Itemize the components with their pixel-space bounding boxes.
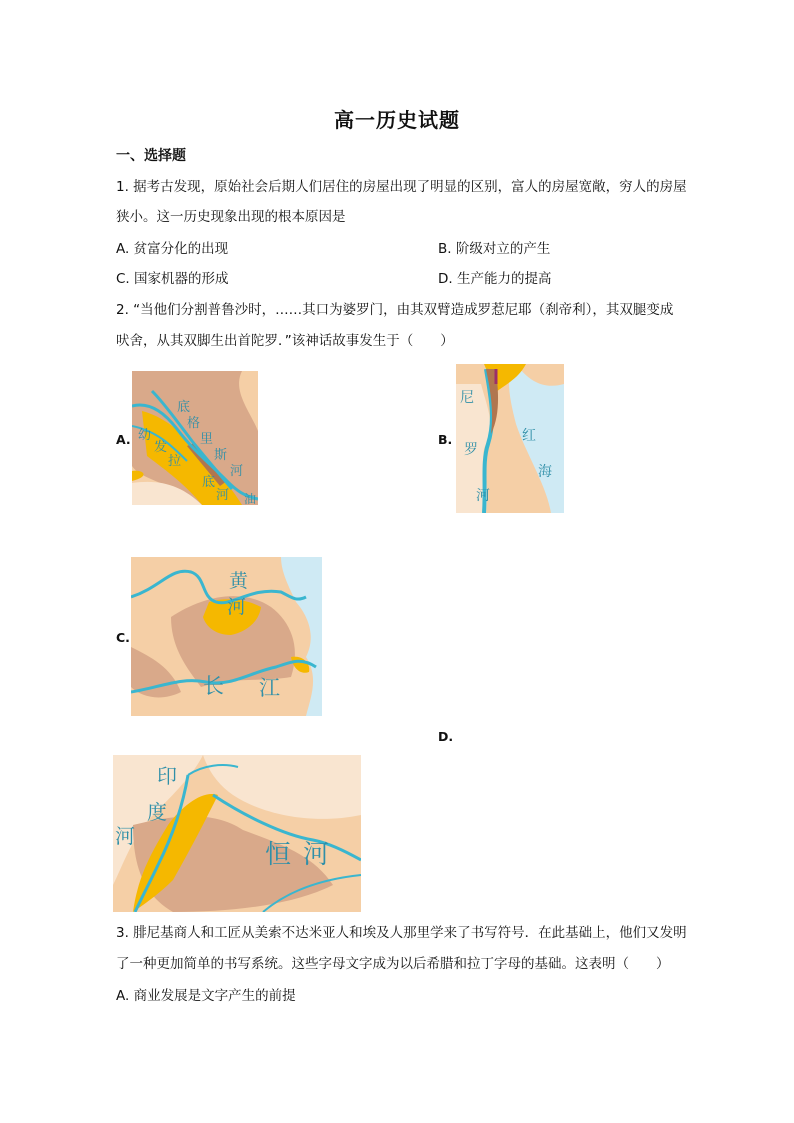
map-label: 河 xyxy=(303,840,330,870)
map-label: 底 xyxy=(177,400,191,415)
map-label: 发 xyxy=(154,440,168,455)
map-india xyxy=(113,755,361,912)
map-label: 红 xyxy=(522,428,536,444)
section-heading: 一、选择题 xyxy=(116,148,186,164)
map-china xyxy=(131,557,322,716)
map-label: 长 xyxy=(203,674,224,698)
q1-option-c: C. 国家机器的形成 xyxy=(116,271,229,287)
q3-stem-line2: 了一种更加简单的书写系统。这些字母文字成为以后希腊和拉丁字母的基础。这表明（ ） xyxy=(116,956,670,972)
map-label: 河 xyxy=(230,464,244,479)
map-label: 度 xyxy=(147,800,167,824)
map-label: 河 xyxy=(476,488,490,504)
q2-label-b: B. xyxy=(438,432,453,447)
map-label: 江 xyxy=(259,676,280,700)
map-label: 海 xyxy=(538,464,552,480)
map-label: 拉 xyxy=(168,454,182,469)
q1-option-a: A. 贫富分化的出现 xyxy=(116,241,229,257)
q1-option-d: D. 生产能力的提高 xyxy=(438,271,552,287)
q2-label-d: D. xyxy=(438,729,454,744)
q3-option-a: A. 商业发展是文字产生的前提 xyxy=(116,988,296,1004)
map-label: 斯 xyxy=(214,448,228,463)
q1-option-b: B. 阶级对立的产生 xyxy=(438,241,551,257)
page-title: 高一历史试题 xyxy=(334,108,460,132)
q1-stem-line1: 1. 据考古发现，原始社会后期人们居住的房屋出现了明显的区别，富人的房屋宽敞，穷人的房屋 xyxy=(116,179,687,195)
map-label: 印 xyxy=(157,764,177,788)
map-nile xyxy=(456,364,564,513)
q1-stem-line2: 狭小。这一历史现象出现的根本原因是 xyxy=(116,209,346,225)
map-label: 底 xyxy=(202,475,216,490)
map-label: 恒 xyxy=(265,840,292,870)
map-label: 尼 xyxy=(460,390,474,406)
q3-stem-line1: 3. 腓尼基商人和工匠从美索不达米亚人和埃及人那里学来了书写符号．在此基础上，他们又发明 xyxy=(116,925,687,941)
map-label: 河 xyxy=(115,824,135,848)
q2-stem-line2: 吠舍，从其双脚生出首陀罗．”该神话故事发生于（ ） xyxy=(116,333,454,349)
map-label: 幼 xyxy=(138,428,152,443)
q2-stem-line1: 2. “当他们分割普鲁沙时，……其口为婆罗门，由其双臂造成罗惹尼耶（刹帝利），其双腿变成 xyxy=(116,302,674,318)
map-label: 黄 xyxy=(229,570,249,592)
q2-label-c: C. xyxy=(116,630,130,645)
map-label: 河 xyxy=(227,596,247,618)
map-label: 油 xyxy=(244,492,257,505)
map-label: 格 xyxy=(187,416,201,431)
map-label: 里 xyxy=(200,432,214,447)
map-label: 罗 xyxy=(464,442,478,458)
map-mesopotamia xyxy=(132,371,258,505)
map-label: 河 xyxy=(216,488,230,503)
q2-label-a: A. xyxy=(116,432,131,447)
